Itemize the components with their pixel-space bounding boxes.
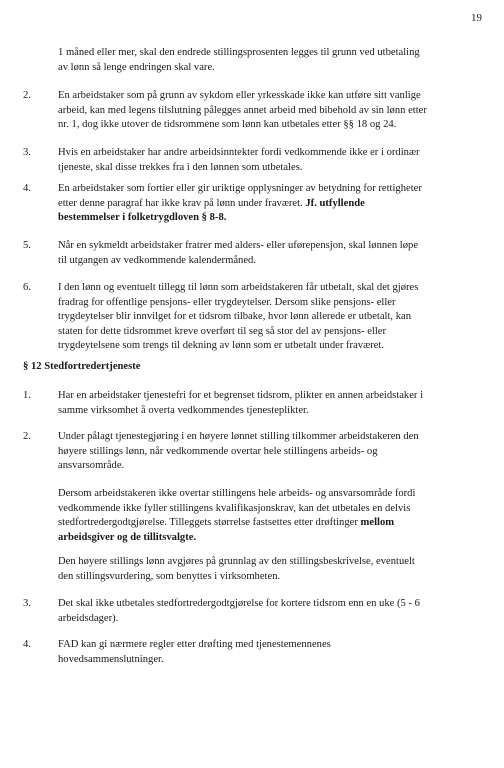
item-text <box>58 638 482 667</box>
item-number: 2. <box>23 90 31 101</box>
item-text <box>58 146 482 175</box>
text-line: 1 måned eller mer, skal den endrede stillingsprosenten legges til grunn ved utbetaling <box>58 47 420 58</box>
item-text <box>58 89 482 133</box>
text-segment: stedfortredergodtgjørelse. Tilleggets størrelse fastsettes etter drøftinger <box>58 517 358 529</box>
text-line: samme virksomhet å overta vedkommendes tjenesteplikter. <box>58 404 309 416</box>
text-line <box>58 197 482 212</box>
item-text <box>58 281 482 354</box>
item-number: 5. <box>23 240 31 251</box>
text-line: trygdeytelsene som trengs til dekning av lønn som er utbetalt under fraværet. <box>58 340 384 352</box>
item-number: 3. <box>23 147 31 158</box>
text-line: Det skal ikke utbetales stedfortredergodtgjørelse for kortere tidsrom enn en uke (5 - 6 <box>58 598 420 609</box>
emphasis-text: arbeidsgiver og de tillitsvalgte. <box>58 531 197 543</box>
emphasis-text: mellom <box>360 517 395 529</box>
text-line: FAD kan gi nærmere regler etter drøfting med tjenestemennenes <box>58 639 331 650</box>
item-number: 2. <box>23 431 31 442</box>
item-number: 1. <box>23 390 31 401</box>
text-line: Dersom arbeidstakeren ikke overtar stillingens hele arbeids- og ansvarsområde fordi <box>58 488 416 499</box>
item-number: 6. <box>23 282 31 293</box>
text-line: Når en sykmeldt arbeidstaker fratrer med alders- eller uførepensjon, skal lønnen løpe <box>58 240 419 251</box>
text-line: vedkommende ikke fyller stillingens kvalifikasjonskrav, kan det utbetales en delvis <box>58 502 411 514</box>
item-text <box>58 389 482 418</box>
text-line: I den lønn og eventuelt tillegg til lønn som arbeidstakeren får utbetalt, skal det gjøres <box>58 282 419 293</box>
section-heading: § 12 Stedfortredertjeneste <box>23 361 141 372</box>
text-line: nr. 1, dog ikke utover de tidsrommene som lønn kan utbetales etter §§ 18 og 24. <box>58 119 397 131</box>
text-line: den stillingsvurdering, som benyttes i virksomheten. <box>58 570 281 582</box>
item-number: 4. <box>23 183 31 194</box>
item-number: 3. <box>23 598 31 609</box>
emphasis-text: Jf. utfyllende <box>305 197 365 209</box>
text-line: arbeid, kan med legens tilslutning pålegges annet arbeid med bibehold av sin lønn etter <box>58 104 427 116</box>
item-text <box>58 182 482 226</box>
text-line: av lønn så lenge endringen skal vare. <box>58 61 215 73</box>
text-line: Under pålagt tjenestegjøring i en høyere lønnet stilling tilkommer arbeidstakeren den <box>58 431 419 442</box>
text-line: Har en arbeidstaker tjenestefri for et begrenset tidsrom, plikter en annen arbeidstaker i <box>58 390 424 401</box>
page-number: 19 <box>471 12 482 24</box>
text-line: høyere stillings lønn, når vedkommende overtar hele stillingens arbeids- og <box>58 445 378 457</box>
text-line: Den høyere stillings lønn avgjøres på grunnlag av den stillingsbeskrivelse, eventuelt <box>58 556 415 567</box>
text-line: arbeidsdager). <box>58 612 119 624</box>
item-text <box>58 430 482 474</box>
emphasis-text: bestemmelser i folketrygdloven § 8-8. <box>58 212 227 224</box>
text-line: Hvis en arbeidstaker har andre arbeidsinntekter fordi vedkommende ikke er i ordinær <box>58 147 420 158</box>
text-segment: etter denne paragraf har ikke krav på lønn under fraværet. <box>58 197 303 209</box>
text-line: til utgangen av vedkommende kalendermåned. <box>58 254 256 266</box>
text-line: staten for dette tidsrommet kreve overført til seg så stor del av pensjons- eller <box>58 325 387 337</box>
text-line: En arbeidstaker som fortier eller gir uriktige opplysninger av betydning for rettigheter <box>58 183 422 194</box>
text-line <box>58 516 482 531</box>
text-line: fradrag for offentlige pensjons- eller trygdeytelser. Dersom slike pensjons- eller <box>58 296 396 308</box>
text-line: tjeneste, skal disse trekkes fra i den lønnen som utbetales. <box>58 161 303 173</box>
text-line: hovedsammenslutninger. <box>58 653 164 665</box>
text-line: En arbeidstaker som på grunn av sykdom eller yrkesskade ikke kan utføre sitt vanlige <box>58 90 421 101</box>
item-text <box>58 239 482 268</box>
text-line: trygdeytelser blir innvilget for et tidsrom tilbake, hvor lønn allerede er utbetalt, kan <box>58 311 412 323</box>
item-number: 4. <box>23 639 31 650</box>
item-text <box>58 597 482 626</box>
text-line: ansvarsområde. <box>58 460 125 472</box>
